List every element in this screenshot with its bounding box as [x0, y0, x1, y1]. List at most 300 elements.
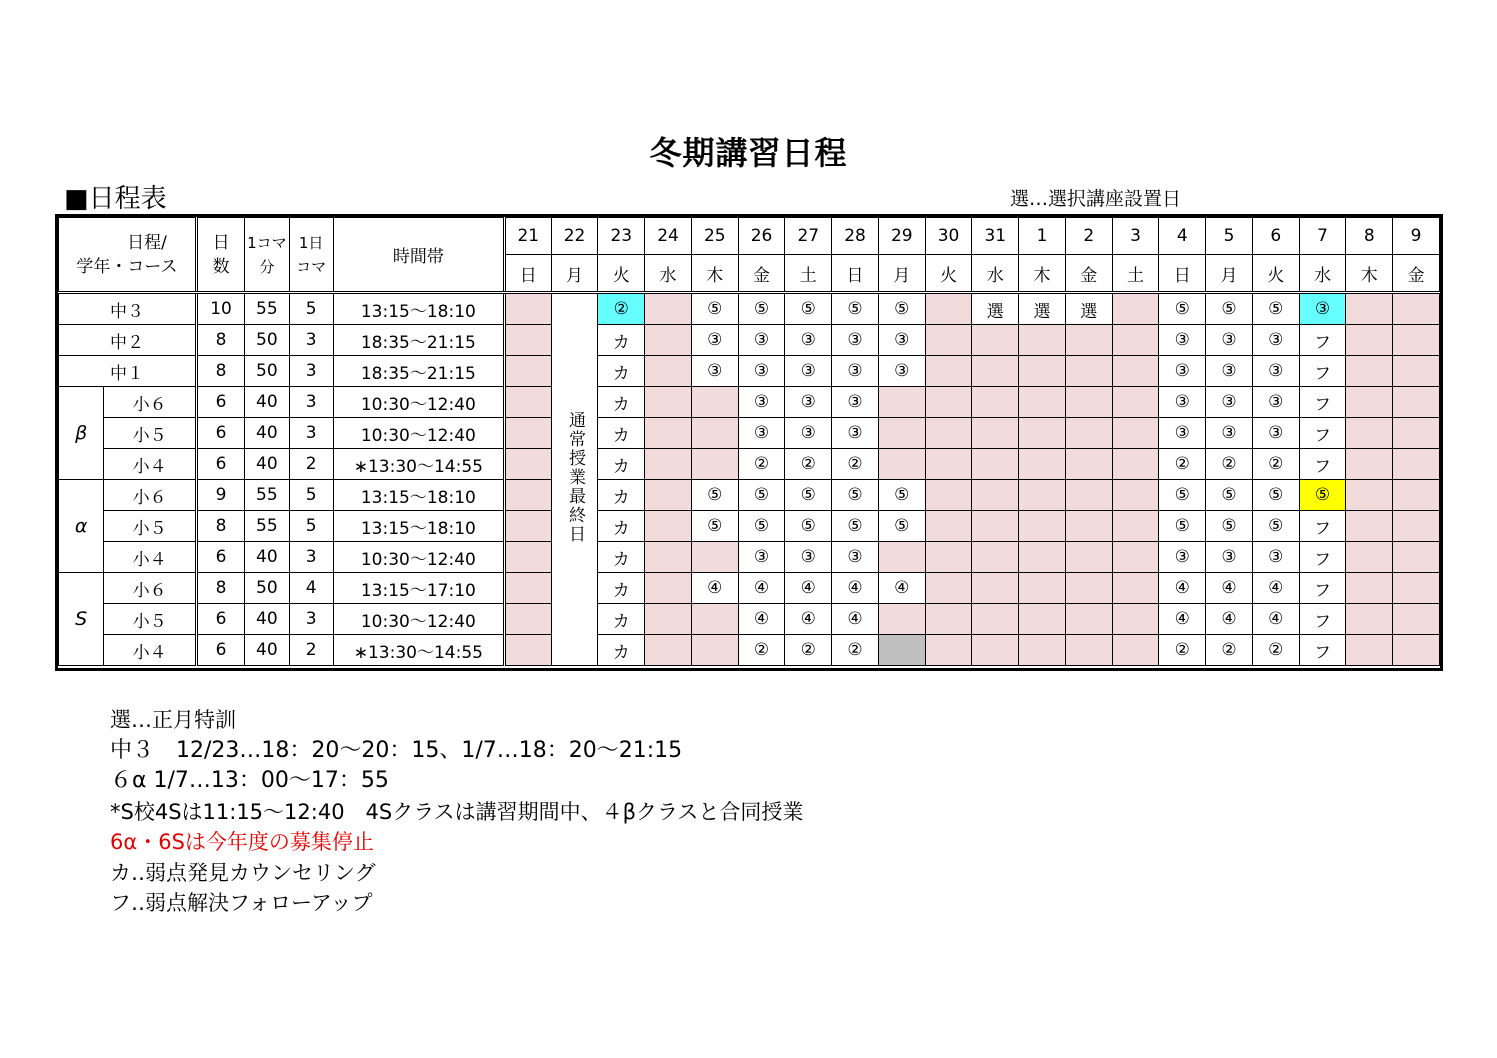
- row-days: 9: [196, 480, 244, 511]
- schedule-cell: カ: [598, 604, 645, 635]
- schedule-cell: [1112, 635, 1159, 666]
- note-line: フ‥弱点解決フォローアップ: [110, 891, 373, 915]
- schedule-cell: [504, 293, 551, 325]
- header-weekday: 金: [738, 255, 785, 293]
- header-weekday: 日: [832, 255, 879, 293]
- schedule-cell: カ: [598, 635, 645, 666]
- schedule-cell: ③: [1206, 542, 1253, 573]
- schedule-cell: [691, 542, 738, 573]
- header-days: 日 数: [196, 218, 244, 293]
- schedule-cell: フ: [1299, 573, 1346, 604]
- schedule-cell: ⑤: [738, 293, 785, 325]
- schedule-cell: ③: [785, 325, 832, 356]
- schedule-cell: [1346, 325, 1393, 356]
- schedule-cell: [1393, 418, 1440, 449]
- row-koma-per-day: 3: [289, 604, 333, 635]
- schedule-cell: カ: [598, 356, 645, 387]
- header-date: 31: [972, 218, 1019, 255]
- header-schedule-label: 日程/: [127, 232, 167, 253]
- schedule-cell: [1393, 325, 1440, 356]
- schedule-cell: [925, 480, 972, 511]
- schedule-cell: ③: [738, 387, 785, 418]
- regular-last-day-cell: [551, 293, 598, 666]
- schedule-cell: フ: [1299, 418, 1346, 449]
- row-days: 8: [196, 573, 244, 604]
- header-date: 22: [551, 218, 598, 255]
- schedule-cell: [925, 511, 972, 542]
- schedule-cell: [1112, 511, 1159, 542]
- header-date: 3: [1112, 218, 1159, 255]
- schedule-cell: [1112, 542, 1159, 573]
- row-days: 8: [196, 325, 244, 356]
- schedule-cell: [1393, 604, 1440, 635]
- schedule-cell: フ: [1299, 635, 1346, 666]
- schedule-cell: ④: [1252, 573, 1299, 604]
- schedule-cell: [1346, 449, 1393, 480]
- schedule-cell: [1112, 387, 1159, 418]
- row-koma-minutes: 40: [245, 604, 289, 635]
- schedule-cell: ③: [1159, 356, 1206, 387]
- row-koma-minutes: 55: [245, 293, 289, 325]
- header-date: 7: [1299, 218, 1346, 255]
- schedule-cell: [925, 418, 972, 449]
- row-grade-name: 中３: [59, 293, 197, 325]
- schedule-cell: ⑤: [1299, 480, 1346, 511]
- schedule-cell: [1065, 387, 1112, 418]
- schedule-cell: ③: [1206, 387, 1253, 418]
- schedule-cell: [1393, 573, 1440, 604]
- schedule-cell: ②: [1252, 635, 1299, 666]
- schedule-cell: 選: [972, 293, 1019, 325]
- schedule-cell: [972, 573, 1019, 604]
- schedule-cell: ⑤: [738, 480, 785, 511]
- schedule-cell: [1065, 604, 1112, 635]
- schedule-cell: ②: [785, 635, 832, 666]
- schedule-cell: ⑤: [691, 293, 738, 325]
- schedule-cell: ③: [1159, 418, 1206, 449]
- schedule-cell: [645, 635, 692, 666]
- row-days: 10: [196, 293, 244, 325]
- schedule-cell: [504, 387, 551, 418]
- schedule-cell: ⑤: [785, 511, 832, 542]
- row-koma-per-day: 5: [289, 480, 333, 511]
- header-weekday: 木: [1019, 255, 1066, 293]
- schedule-cell: [1065, 542, 1112, 573]
- schedule-cell: フ: [1299, 387, 1346, 418]
- row-koma-minutes: 55: [245, 480, 289, 511]
- header-date: 27: [785, 218, 832, 255]
- schedule-cell: ④: [738, 573, 785, 604]
- header-koma-minutes: 1コマ 分: [245, 218, 289, 293]
- schedule-cell: ④: [785, 573, 832, 604]
- row-time-slot: 13:15～17:10: [333, 573, 504, 604]
- schedule-cell: [878, 635, 925, 666]
- schedule-cell: ③: [878, 325, 925, 356]
- page-title: 冬期講習日程: [649, 134, 848, 172]
- schedule-cell: カ: [598, 511, 645, 542]
- schedule-cell: ③: [738, 418, 785, 449]
- schedule-cell: ④: [1252, 604, 1299, 635]
- schedule-cell: [925, 635, 972, 666]
- row-koma-minutes: 55: [245, 511, 289, 542]
- row-grade-name: 小５: [104, 418, 197, 449]
- schedule-cell: ⑤: [878, 511, 925, 542]
- schedule-cell: [925, 604, 972, 635]
- row-time-slot: 10:30～12:40: [333, 418, 504, 449]
- schedule-cell: [1019, 604, 1066, 635]
- schedule-cell: [972, 604, 1019, 635]
- header-date: 28: [832, 218, 879, 255]
- schedule-cell: [972, 449, 1019, 480]
- schedule-cell: [691, 635, 738, 666]
- schedule-cell: [504, 604, 551, 635]
- header-date: 9: [1393, 218, 1440, 255]
- row-time-slot: ∗13:30～14:55: [333, 635, 504, 666]
- schedule-cell: ③: [1159, 387, 1206, 418]
- schedule-cell: [1393, 449, 1440, 480]
- row-days: 8: [196, 356, 244, 387]
- note-line: 6α・6Sは今年度の募集停止: [110, 830, 374, 854]
- header-date: 21: [504, 218, 551, 255]
- header-koma-per-day: 1日 コマ: [289, 218, 333, 293]
- schedule-cell: [645, 604, 692, 635]
- schedule-cell: ②: [738, 449, 785, 480]
- schedule-cell: ③: [1206, 418, 1253, 449]
- row-koma-per-day: 4: [289, 573, 333, 604]
- schedule-cell: ③: [1159, 325, 1206, 356]
- row-days: 6: [196, 418, 244, 449]
- schedule-cell: ⑤: [832, 293, 879, 325]
- schedule-cell: [645, 418, 692, 449]
- schedule-cell: [504, 418, 551, 449]
- schedule-cell: フ: [1299, 604, 1346, 635]
- schedule-cell: フ: [1299, 325, 1346, 356]
- row-koma-minutes: 40: [245, 542, 289, 573]
- schedule-cell: [645, 387, 692, 418]
- schedule-cell: ⑤: [1252, 293, 1299, 325]
- schedule-cell: [1346, 480, 1393, 511]
- header-weekday: 水: [645, 255, 692, 293]
- schedule-cell: ⑤: [878, 293, 925, 325]
- schedule-cell: ④: [1206, 573, 1253, 604]
- schedule-cell: フ: [1299, 511, 1346, 542]
- header-weekday: 水: [972, 255, 1019, 293]
- row-time-slot: 13:15～18:10: [333, 293, 504, 325]
- schedule-cell: [972, 418, 1019, 449]
- schedule-cell: [1346, 511, 1393, 542]
- schedule-cell: [878, 418, 925, 449]
- schedule-cell: [1019, 418, 1066, 449]
- schedule-cell: [1346, 573, 1393, 604]
- header-weekday: 月: [1206, 255, 1253, 293]
- schedule-cell: [1065, 418, 1112, 449]
- schedule-cell: ⑤: [1159, 480, 1206, 511]
- header-weekday: 金: [1065, 255, 1112, 293]
- schedule-cell: ③: [832, 356, 879, 387]
- header-weekday: 日: [1159, 255, 1206, 293]
- schedule-cell: 選: [1065, 293, 1112, 325]
- schedule-cell: フ: [1299, 356, 1346, 387]
- schedule-cell: ⑤: [878, 480, 925, 511]
- row-koma-per-day: 2: [289, 449, 333, 480]
- schedule-cell: ②: [832, 449, 879, 480]
- schedule-cell: [1065, 635, 1112, 666]
- schedule-cell: [1019, 542, 1066, 573]
- schedule-cell: ⑤: [1252, 480, 1299, 511]
- schedule-cell: [1065, 356, 1112, 387]
- schedule-cell: ⑤: [1252, 511, 1299, 542]
- schedule-cell: [972, 387, 1019, 418]
- schedule-cell: ③: [1252, 418, 1299, 449]
- schedule-cell: [1065, 480, 1112, 511]
- schedule-cell: [1346, 418, 1393, 449]
- header-schedule-course: [59, 218, 197, 293]
- row-koma-per-day: 3: [289, 418, 333, 449]
- schedule-cell: カ: [598, 387, 645, 418]
- schedule-cell: ⑤: [832, 480, 879, 511]
- schedule-cell: ⑤: [785, 293, 832, 325]
- header-date: 8: [1346, 218, 1393, 255]
- schedule-cell: ③: [1252, 356, 1299, 387]
- schedule-cell: [1393, 635, 1440, 666]
- schedule-cell: [1112, 573, 1159, 604]
- row-days: 6: [196, 604, 244, 635]
- schedule-cell: ③: [1206, 356, 1253, 387]
- note-line: ６α 1/7…13：00～17：55: [110, 768, 389, 793]
- schedule-cell: [1112, 604, 1159, 635]
- schedule-cell: [645, 325, 692, 356]
- schedule-cell: ⑤: [832, 511, 879, 542]
- schedule-cell: [1112, 293, 1159, 325]
- schedule-cell: [878, 449, 925, 480]
- schedule-cell: [1393, 480, 1440, 511]
- header-weekday: 日: [504, 255, 551, 293]
- schedule-cell: [1112, 325, 1159, 356]
- schedule-cell: ②: [1206, 449, 1253, 480]
- schedule-cell: [504, 480, 551, 511]
- schedule-cell: ⑤: [1159, 293, 1206, 325]
- note-line: 中３ 12/23…18：20～20：15、1/7…18：20～21:15: [110, 737, 683, 763]
- schedule-cell: ④: [785, 604, 832, 635]
- schedule-cell: ⑤: [1206, 511, 1253, 542]
- schedule-cell: [645, 449, 692, 480]
- row-time-slot: 13:15～18:10: [333, 480, 504, 511]
- schedule-cell: [972, 356, 1019, 387]
- schedule-cell: [1065, 449, 1112, 480]
- row-koma-per-day: 3: [289, 542, 333, 573]
- row-koma-minutes: 50: [245, 325, 289, 356]
- schedule-cell: [691, 604, 738, 635]
- schedule-cell: ③: [1252, 542, 1299, 573]
- schedule-cell: [1346, 542, 1393, 573]
- schedule-cell: [691, 387, 738, 418]
- row-koma-per-day: 5: [289, 511, 333, 542]
- schedule-cell: [691, 449, 738, 480]
- schedule-cell: ②: [785, 449, 832, 480]
- row-koma-minutes: 40: [245, 635, 289, 666]
- schedule-cell: [878, 387, 925, 418]
- schedule-cell: カ: [598, 542, 645, 573]
- header-weekday: 金: [1393, 255, 1440, 293]
- schedule-cell: ④: [691, 573, 738, 604]
- header-date: 4: [1159, 218, 1206, 255]
- header-weekday: 水: [1299, 255, 1346, 293]
- schedule-cell: [1019, 387, 1066, 418]
- header-date: 29: [878, 218, 925, 255]
- row-koma-minutes: 40: [245, 418, 289, 449]
- schedule-cell: [504, 635, 551, 666]
- row-days: 6: [196, 542, 244, 573]
- schedule-cell: [925, 542, 972, 573]
- schedule-cell: ②: [1159, 635, 1206, 666]
- schedule-cell: ⑤: [1206, 293, 1253, 325]
- schedule-cell: ③: [785, 356, 832, 387]
- header-date: 1: [1019, 218, 1066, 255]
- row-time-slot: 18:35～21:15: [333, 356, 504, 387]
- schedule-cell: [1346, 356, 1393, 387]
- schedule-cell: [1065, 573, 1112, 604]
- schedule-cell: ④: [1206, 604, 1253, 635]
- schedule-cell: カ: [598, 573, 645, 604]
- schedule-cell: カ: [598, 480, 645, 511]
- schedule-cell: [878, 604, 925, 635]
- schedule-cell: ⑤: [691, 480, 738, 511]
- schedule-cell: [1393, 387, 1440, 418]
- schedule-cell: ③: [832, 387, 879, 418]
- schedule-cell: [972, 325, 1019, 356]
- header-date: 26: [738, 218, 785, 255]
- schedule-cell: ③: [691, 356, 738, 387]
- schedule-cell: カ: [598, 418, 645, 449]
- schedule-cell: [1019, 511, 1066, 542]
- schedule-cell: カ: [598, 449, 645, 480]
- schedule-cell: ③: [1252, 387, 1299, 418]
- row-time-slot: 18:35～21:15: [333, 325, 504, 356]
- schedule-cell: ②: [1159, 449, 1206, 480]
- schedule-cell: ②: [598, 293, 645, 325]
- schedule-cell: ③: [785, 418, 832, 449]
- row-time-slot: 10:30～12:40: [333, 604, 504, 635]
- row-grade-name: 小５: [104, 604, 197, 635]
- schedule-cell: [1346, 635, 1393, 666]
- row-grade-name: 小６: [104, 387, 197, 418]
- schedule-cell: 選: [1019, 293, 1066, 325]
- schedule-cell: ③: [785, 542, 832, 573]
- schedule-cell: ③: [878, 356, 925, 387]
- schedule-cell: [1346, 387, 1393, 418]
- header-grade-course-label: 学年・コース: [76, 256, 178, 277]
- schedule-cell: [1019, 356, 1066, 387]
- row-days: 8: [196, 511, 244, 542]
- row-koma-per-day: 5: [289, 293, 333, 325]
- row-grade-name: 小６: [104, 480, 197, 511]
- schedule-cell: [925, 325, 972, 356]
- schedule-cell: ③: [832, 325, 879, 356]
- schedule-cell: [504, 325, 551, 356]
- notes-block: [110, 705, 803, 919]
- row-koma-minutes: 50: [245, 573, 289, 604]
- section-label: ■日程表: [64, 184, 167, 214]
- schedule-cell: [645, 480, 692, 511]
- note-line: 選…正月特訓: [110, 708, 236, 732]
- schedule-cell: ④: [738, 604, 785, 635]
- schedule-cell: ⑤: [691, 511, 738, 542]
- schedule-cell: ③: [738, 325, 785, 356]
- schedule-cell: [925, 573, 972, 604]
- row-koma-minutes: 40: [245, 449, 289, 480]
- note-line: カ‥弱点発見カウンセリング: [110, 860, 376, 885]
- schedule-cell: [972, 480, 1019, 511]
- schedule-cell: [972, 635, 1019, 666]
- schedule-cell: ③: [1299, 293, 1346, 325]
- schedule-cell: カ: [598, 325, 645, 356]
- schedule-cell: [925, 356, 972, 387]
- schedule-cell: ⑤: [1206, 480, 1253, 511]
- header-weekday: 月: [551, 255, 598, 293]
- header-date: 6: [1252, 218, 1299, 255]
- schedule-cell: [1112, 449, 1159, 480]
- schedule-cell: ②: [832, 635, 879, 666]
- row-koma-minutes: 50: [245, 356, 289, 387]
- schedule-cell: [925, 387, 972, 418]
- schedule-cell: [1065, 511, 1112, 542]
- schedule-cell: [1393, 293, 1440, 325]
- row-koma-per-day: 3: [289, 356, 333, 387]
- schedule-cell: ④: [832, 573, 879, 604]
- schedule-cell: ②: [1206, 635, 1253, 666]
- header-weekday: 月: [878, 255, 925, 293]
- schedule-cell: ③: [832, 542, 879, 573]
- header-weekday: 火: [1252, 255, 1299, 293]
- header-weekday: 火: [598, 255, 645, 293]
- schedule-cell: ⑤: [1159, 511, 1206, 542]
- note-line: *S校4Sは11:15～12:40 4Sクラスは講習期間中、４βクラスと合同授業: [110, 799, 804, 824]
- schedule-cell: ③: [1159, 542, 1206, 573]
- schedule-cell: [925, 293, 972, 325]
- course-group-label: β: [59, 387, 104, 480]
- schedule-table: [58, 217, 1440, 666]
- schedule-cell: ③: [785, 387, 832, 418]
- legend-selection: 選…選択講座設置日: [1010, 188, 1182, 210]
- row-grade-name: 小４: [104, 542, 197, 573]
- header-weekday: 火: [925, 255, 972, 293]
- schedule-cell: ⑤: [785, 480, 832, 511]
- schedule-cell: ④: [1159, 573, 1206, 604]
- schedule-cell: [878, 542, 925, 573]
- schedule-cell: [504, 542, 551, 573]
- row-grade-name: 中１: [59, 356, 197, 387]
- schedule-cell: [645, 573, 692, 604]
- schedule-cell: [504, 511, 551, 542]
- schedule-cell: [1346, 293, 1393, 325]
- row-grade-name: 小６: [104, 573, 197, 604]
- schedule-cell: [1112, 356, 1159, 387]
- schedule-cell: ②: [738, 635, 785, 666]
- schedule-cell: [1019, 449, 1066, 480]
- schedule-cell: ④: [832, 604, 879, 635]
- schedule-cell: ③: [738, 542, 785, 573]
- schedule-cell: [504, 449, 551, 480]
- course-group-label: α: [59, 480, 104, 573]
- schedule-cell: [645, 511, 692, 542]
- schedule-cell: [1019, 325, 1066, 356]
- header-date: 5: [1206, 218, 1253, 255]
- row-koma-per-day: 2: [289, 635, 333, 666]
- schedule-cell: [691, 418, 738, 449]
- header-date: 25: [691, 218, 738, 255]
- header-weekday: 土: [1112, 255, 1159, 293]
- schedule-cell: ④: [1159, 604, 1206, 635]
